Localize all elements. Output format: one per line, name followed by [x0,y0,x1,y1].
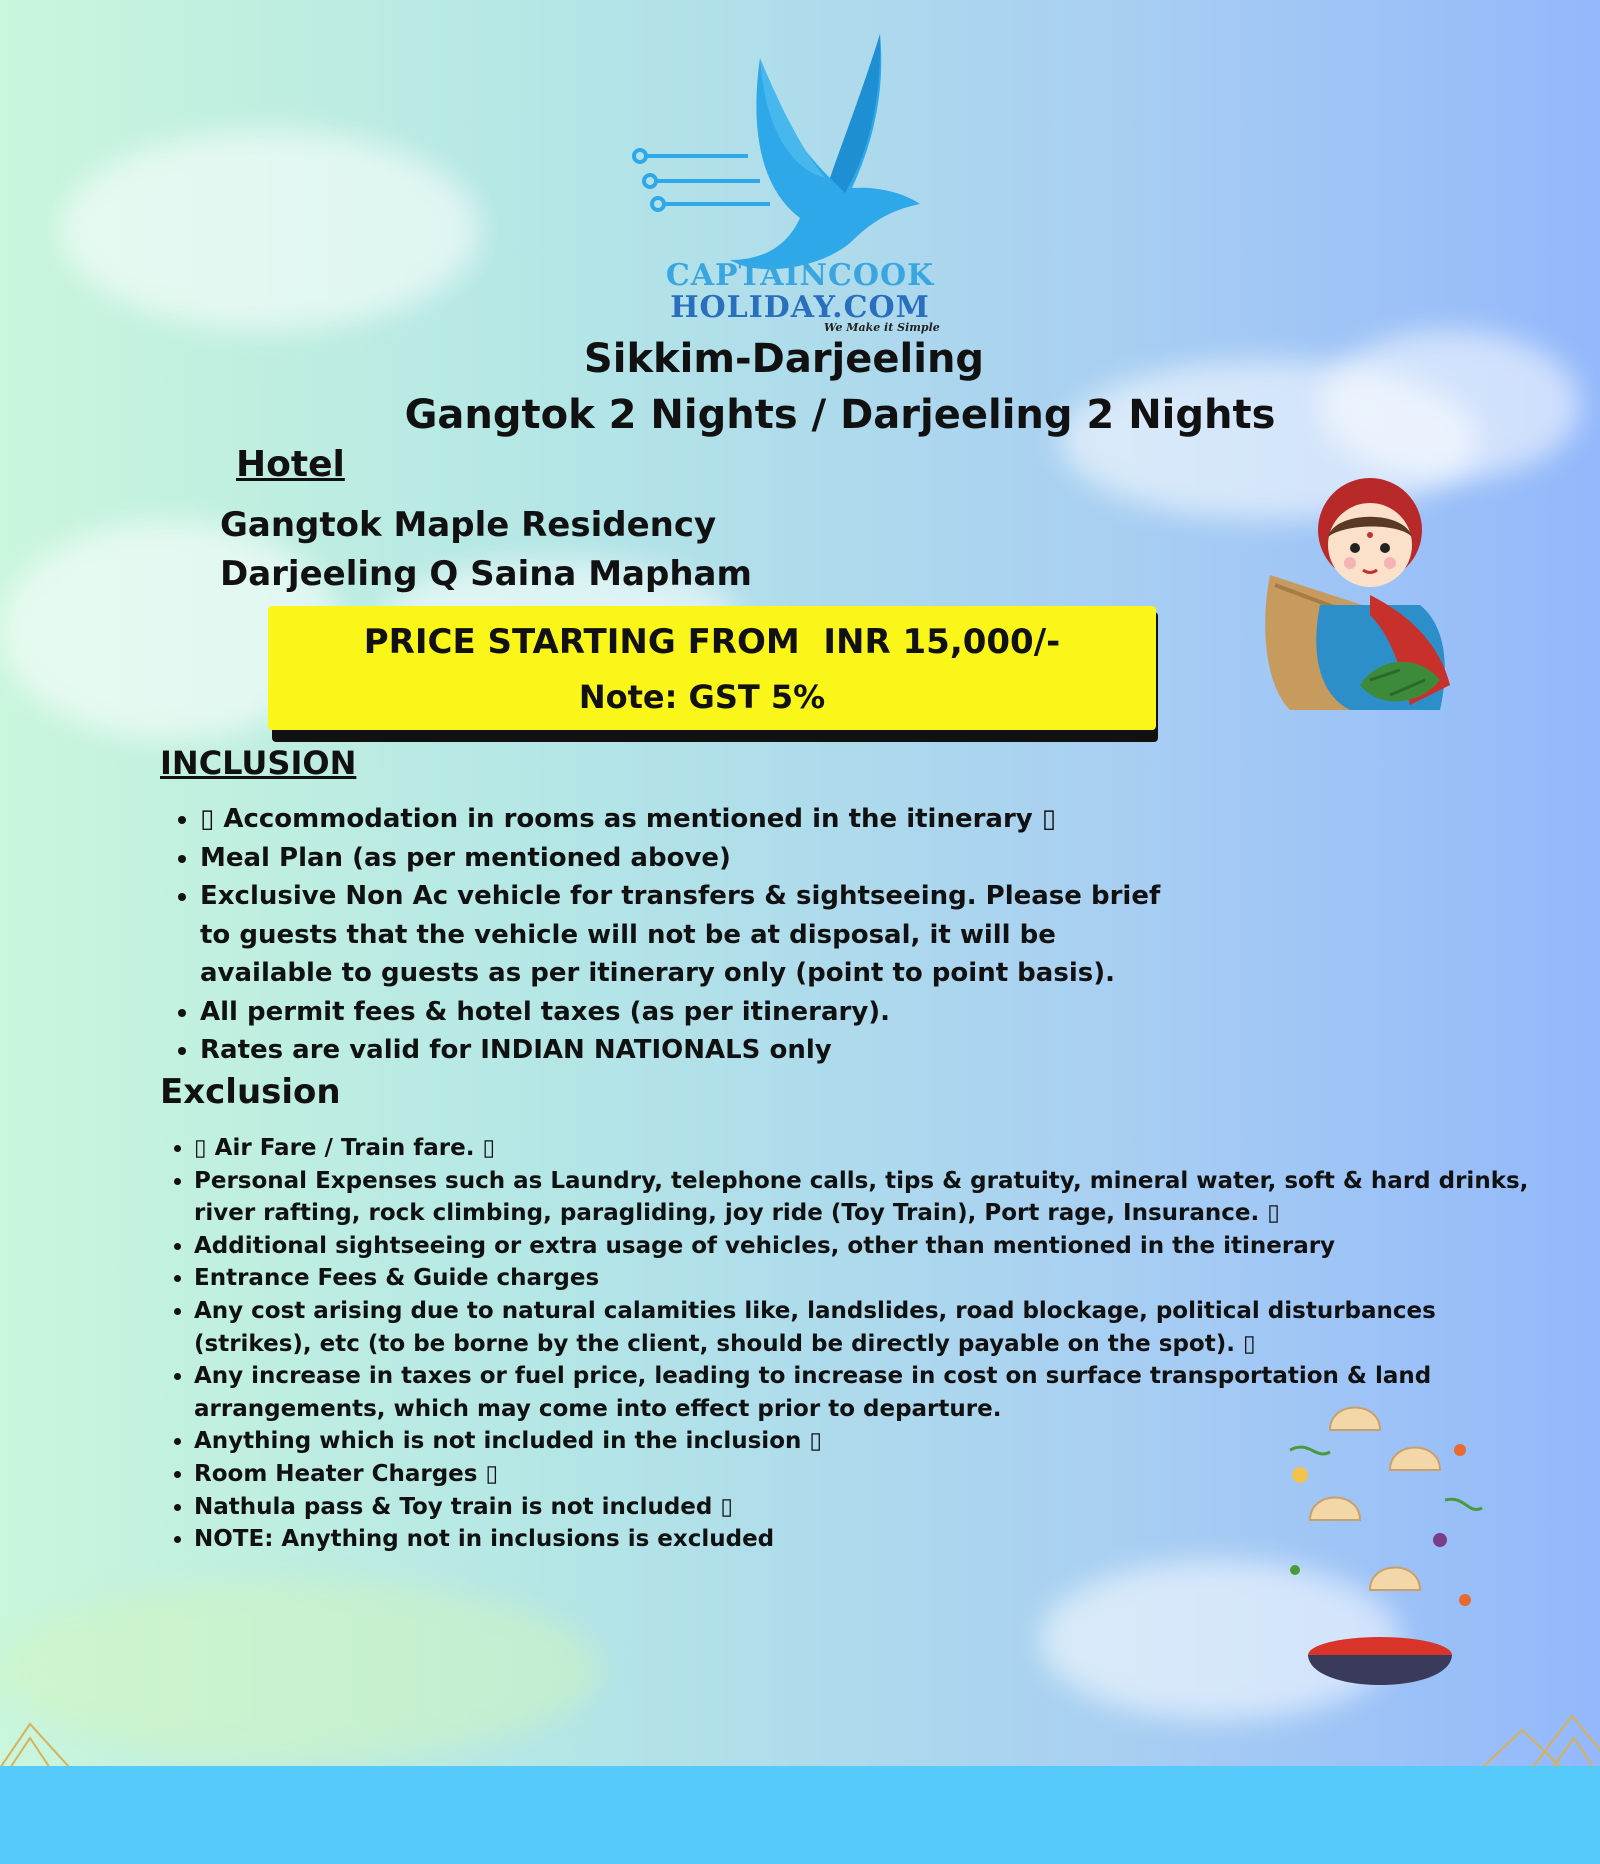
cloud-decoration [0,1580,600,1760]
inclusion-list [166,800,1400,1070]
list-item: • Personal Expenses such as Laundry, telephone calls, tips & gratuity, mineral water, soft & hard drinks, river rafting, rock climbing, paragliding, joy ride (Toy Train), Port rage, Insurance. ▯ [194,1165,1554,1230]
list-item: • ▯ Air Fare / Train fare. ▯ [194,1132,1554,1165]
list-item: • Additional sightseeing or extra usage of vehicles, other than mentioned in the itinerary [194,1230,1554,1263]
price-box [268,606,1156,730]
hotel-heading: Hotel [236,444,345,485]
tea-picker-girl-illustration [1250,455,1490,725]
brand-tagline: We Make it Simple [824,321,940,334]
list-item: • All permit fees & hotel taxes (as per itinerary). [200,993,1400,1032]
brand-name-line1: CAPTAINCOOK [665,258,935,293]
speed-lines-icon [634,150,770,210]
inclusion-heading: INCLUSION [160,744,357,782]
list-item: • Any increase in taxes or fuel price, leading to increase in cost on surface transportation & land arrangements, which may come into effect prior to departure. [194,1360,1554,1425]
price-text: PRICE STARTING FROM INR 15,000/- [363,622,1061,662]
list-item: • Exclusive Non Ac vehicle for transfers & sightseeing. Please brief to guests that the vehicle will not be at disposal, it will be available to guests as per itinerary only (point to point basis). [200,877,1400,993]
hotel-item: Gangtok Maple Residency [220,505,717,545]
list-item: • NOTE: Anything not in inclusions is excluded [194,1523,1554,1556]
momo-bowl-illustration [1270,1390,1500,1710]
list-item: • Anything which is not included in the inclusion ▯ [194,1425,1554,1458]
gold-mountain-corner-icon [1462,1710,1600,1768]
package-subtitle: Gangtok 2 Nights / Darjeeling 2 Nights [404,392,1276,438]
brand-name-line2: HOLIDAY.COM [670,290,930,325]
list-item: • Room Heater Charges ▯ [194,1458,1554,1491]
hotel-item: Darjeeling Q Saina Mapham [220,554,752,594]
list-item: • Meal Plan (as per mentioned above) [200,839,1400,878]
bottom-band [0,1766,1600,1864]
package-title: Sikkim-Darjeeling [583,336,985,382]
cloud-decoration [60,130,480,330]
list-item: • Rates are valid for INDIAN NATIONALS only [200,1031,1400,1070]
list-item: • Any cost arising due to natural calamities like, landslides, road blockage, political disturbances (strikes), etc (to be borne by the client, should be directly payable on the spot). ▯ [194,1295,1554,1360]
list-item: • ▯ Accommodation in rooms as mentioned in the itinerary ▯ [200,800,1400,839]
list-item: • Nathula pass & Toy train is not included ▯ [194,1491,1554,1524]
exclusion-heading: Exclusion [160,1072,341,1112]
list-item: • Entrance Fees & Guide charges [194,1262,1554,1295]
gold-mountain-corner-icon [0,1716,80,1768]
gst-note: Note: GST 5% [578,678,826,716]
